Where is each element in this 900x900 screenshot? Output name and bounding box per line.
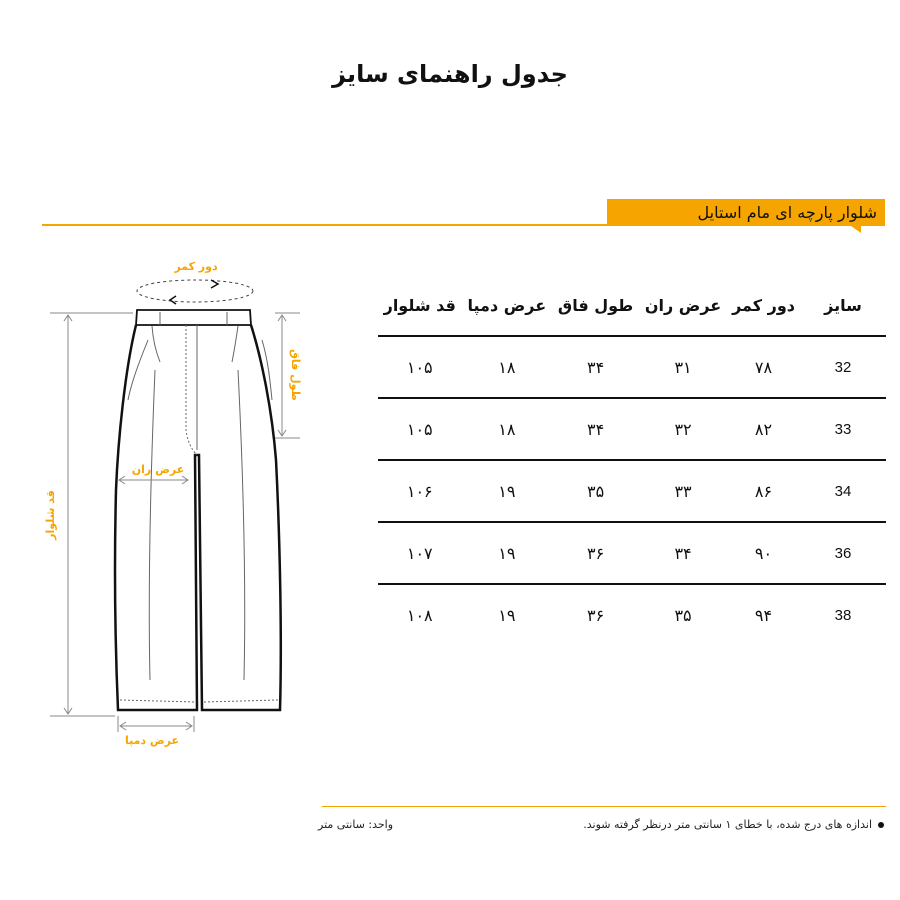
thigh-measure [119, 476, 188, 484]
pants-diagram [0, 240, 320, 760]
cell-size: 34 [800, 460, 886, 522]
cell-hem: ۱۹ [462, 522, 553, 584]
cell-thigh: ۳۲ [639, 398, 727, 460]
cell-rise: ۳۴ [552, 398, 639, 460]
rise-label: طول فاق [289, 349, 302, 401]
footer-divider [322, 806, 886, 807]
table-header-row [378, 276, 886, 336]
cell-hem: ۱۹ [498, 605, 516, 625]
cell-length: ۱۰۷ [378, 522, 462, 584]
table-row [378, 522, 886, 584]
cell-size: 36 [800, 522, 886, 584]
cell-rise: ۳۴ [552, 336, 639, 398]
cell-waist: ۹۴ [754, 605, 773, 625]
cell-waist: ۹۰ [727, 522, 800, 584]
cell-thigh: ۳۴ [639, 522, 727, 584]
cell-waist: ۷۸ [727, 336, 800, 398]
cell-length: ۱۰۶ [378, 460, 462, 522]
cell-hem: ۱۸ [462, 398, 553, 460]
unit-label: واحد: سانتی متر [318, 818, 394, 831]
cell-thigh: ۳۵ [674, 605, 692, 625]
page-title: جدول راهنمای سایز [332, 60, 568, 88]
cell-thigh: ۳۳ [639, 460, 727, 522]
cell-size: 33 [800, 398, 886, 460]
cell-length: ۱۰۸ [406, 605, 433, 625]
size-table [378, 276, 886, 645]
length-measure [50, 313, 133, 716]
header-size: سایز [800, 276, 886, 336]
product-tag: شلوار پارچه ای مام استایل [607, 199, 885, 226]
table-row [378, 584, 886, 645]
cell-rise: ۳۵ [552, 460, 639, 522]
table-row [378, 336, 886, 398]
footer-note-text: اندازه های درج شده، با خطای ۱ سانتی متر درنظر گرفته شوند. [583, 818, 872, 831]
cell-hem: ۱۹ [462, 460, 553, 522]
hem-label: عرض دمپا [124, 734, 180, 747]
cell-thigh: ۳۱ [639, 336, 727, 398]
cell-length: ۱۰۵ [378, 336, 462, 398]
cell-rise: ۳۶ [552, 522, 639, 584]
cell-size: 38 [834, 606, 852, 624]
header-divider [42, 224, 607, 226]
header-length: قد شلوار [378, 276, 462, 336]
pants-outline [115, 310, 281, 710]
table-row [378, 398, 886, 460]
cell-rise: ۳۶ [586, 605, 605, 625]
header-thigh: عرض ران [639, 276, 727, 336]
waist-label: دور کمر [174, 260, 218, 273]
cell-length: ۱۰۵ [378, 398, 462, 460]
header-hem: عرض دمپا [462, 276, 553, 336]
thigh-label: عرض ران [131, 463, 185, 476]
product-tag-tail [851, 226, 861, 233]
header-rise: طول فاق [552, 276, 639, 336]
waist-measure [137, 260, 253, 304]
table-row [378, 460, 886, 522]
length-label: قد شلوار [44, 490, 57, 540]
footer-note [583, 818, 884, 831]
hem-measure [118, 716, 194, 732]
header-waist: دور کمر [727, 276, 800, 336]
cell-waist: ۸۶ [727, 460, 800, 522]
cell-waist: ۸۲ [727, 398, 800, 460]
cell-size: 32 [800, 336, 886, 398]
bullet-icon [878, 822, 884, 828]
cell-hem: ۱۸ [462, 336, 553, 398]
